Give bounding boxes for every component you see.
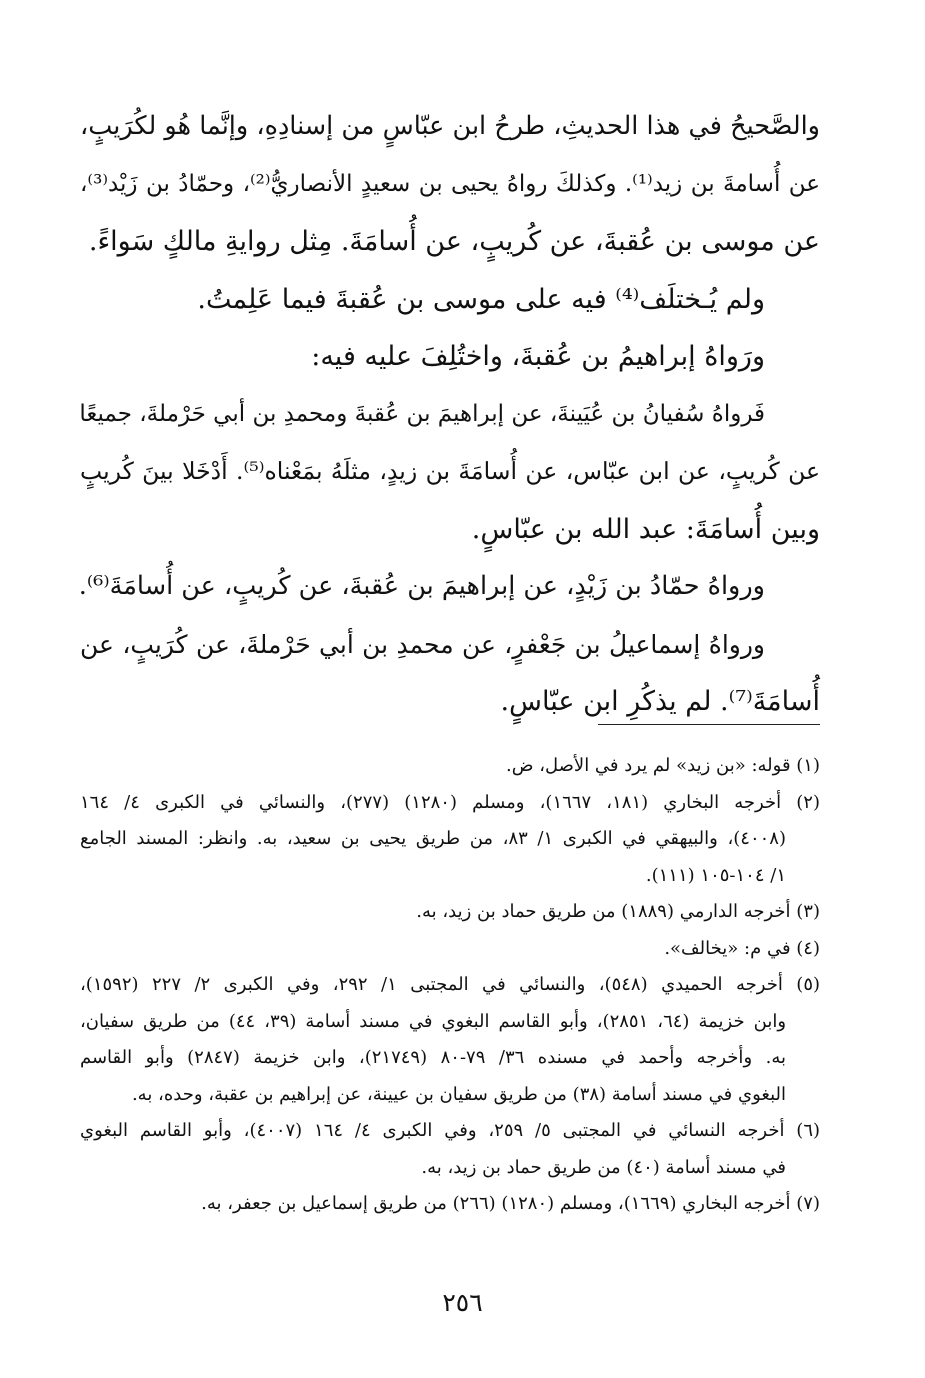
main-line: فَرواهُ سُفيانُ بن عُيَينةَ، عن إبراهيمَ بن عُقبةَ ومحمدِ بن أبي حَرْملةَ، جميعًا (79, 400, 765, 427)
footnote-separator (598, 724, 820, 725)
main-line: وبين أُسامَةَ: عبد الله بن عبّاسٍ. (471, 513, 820, 545)
footnote-line: وابن خزيمة (٦٤، ٢٨٥١)، وأبو القاسم البغوي في مسند أسامة (٣٩، ٤٤) من طريق سفيان، (80, 1010, 787, 1032)
footnote-line: (١) قوله: «بن زيد» لم يرد في الأصل، ض. (506, 755, 820, 776)
footnote-line: (٧) أخرجه البخاري (١٦٦٩)، ومسلم (١٢٨٠) (٢٦٦) من طريق إسماعيل بن جعفر، به. (201, 1193, 820, 1214)
footnote-line: (٤) في م: «يخالف». (664, 937, 820, 959)
main-line: عن كُريبٍ، عن ابن عبّاس، عن أُسامَةَ بن زيدٍ، مثلَهُ بمَعْناه⁽⁵⁾. أَدْخَلا بينَ كُريبٍ (80, 457, 820, 485)
footnote-line: (٥) أخرجه الحميدي (٥٤٨)، والنسائي في المجتبى ١/ ٢٩٢، وفي الكبرى ٢/ ٢٢٧ (١٥٩٢)، (80, 974, 821, 995)
footnote-line: (٤٠٠٨)، والبيهقي في الكبرى ١/ ٨٣، من طريق يحيى بن سعيد، به. وانظر: المسند الجامع (80, 828, 786, 849)
main-text (80, 98, 820, 731)
footnotes (80, 748, 820, 1223)
page-number: ٢٥٦ (442, 1288, 483, 1317)
footnote-line: (٢) أخرجه البخاري (١٨١، ١٦٦٧)، ومسلم (١٢٨٠) (٢٧٧)، والنسائي في الكبرى ٤/ ١٦٤ (80, 791, 820, 813)
footnote-line: (٦) أخرجه النسائي في المجتبى ٥/ ٢٥٩، وفي الكبرى ٤/ ١٦٤ (٤٠٠٧)، وأبو القاسم البغوي (80, 1120, 821, 1141)
footnote-line: ١/ ١٠٤-١٠٥ (١١١). (645, 864, 786, 886)
main-line: والصَّحيحُ في هذا الحديثِ، طرحُ ابن عبّاسٍ من إسنادِهِ، وإنَّما هُو لكُرَيبٍ، (80, 111, 820, 141)
main-line: ورواهُ حمّادُ بن زَيْدٍ، عن إبراهيمَ بن عُقبةَ، عن كُريبٍ، عن أُسامَةَ⁽⁶⁾. (78, 571, 765, 601)
footnote-line: به. وأخرجه وأحمد في مسنده ٣٦/ ٧٩-٨٠ (٢١٧٤٩)، وابن خزيمة (٢٨٤٧) وأبو القاسم (80, 1047, 787, 1068)
main-line: ورواهُ إسماعيلُ بن جَعْفرٍ، عن محمدِ بن أبي حَرْملةَ، عن كُرَيبٍ، عن (80, 629, 765, 659)
footnote-line: البغوي في مسند أسامة (٣٨) من طريق سفيان بن عيينة، عن إبراهيم بن عقبة، وحده، به. (131, 1083, 786, 1105)
main-line: عن أُسامةَ بن زيد⁽¹⁾. وكذلكَ رواهُ يحيى بن سعيدٍ الأنصاريُّ⁽²⁾، وحمّادُ بن زَيْد⁽³⁾، (80, 170, 820, 197)
main-line: ولم يُـختلَف⁽⁴⁾ فيه على موسى بن عُقبةَ فيما عَلِمتُ. (197, 283, 765, 315)
footnote-line: في مسند أسامة (٤٠) من طريق حماد بن زيد، به. (421, 1156, 786, 1178)
main-line: ورَواهُ إبراهيمُ بن عُقبةَ، واختُلِفَ عليه فيه: (311, 341, 765, 372)
main-line: أُسامَةَ⁽⁷⁾. لم يذكُرِ ابن عبّاسٍ. (500, 686, 820, 717)
footnote-line: (٣) أخرجه الدارمي (١٨٨٩) من طريق حماد بن زيد، به. (416, 901, 820, 922)
main-line: عن موسى بن عُقبةَ، عن كُريبٍ، عن أُسامَةَ. مِثل روايةِ مالكٍ سَواءً. (88, 226, 820, 257)
